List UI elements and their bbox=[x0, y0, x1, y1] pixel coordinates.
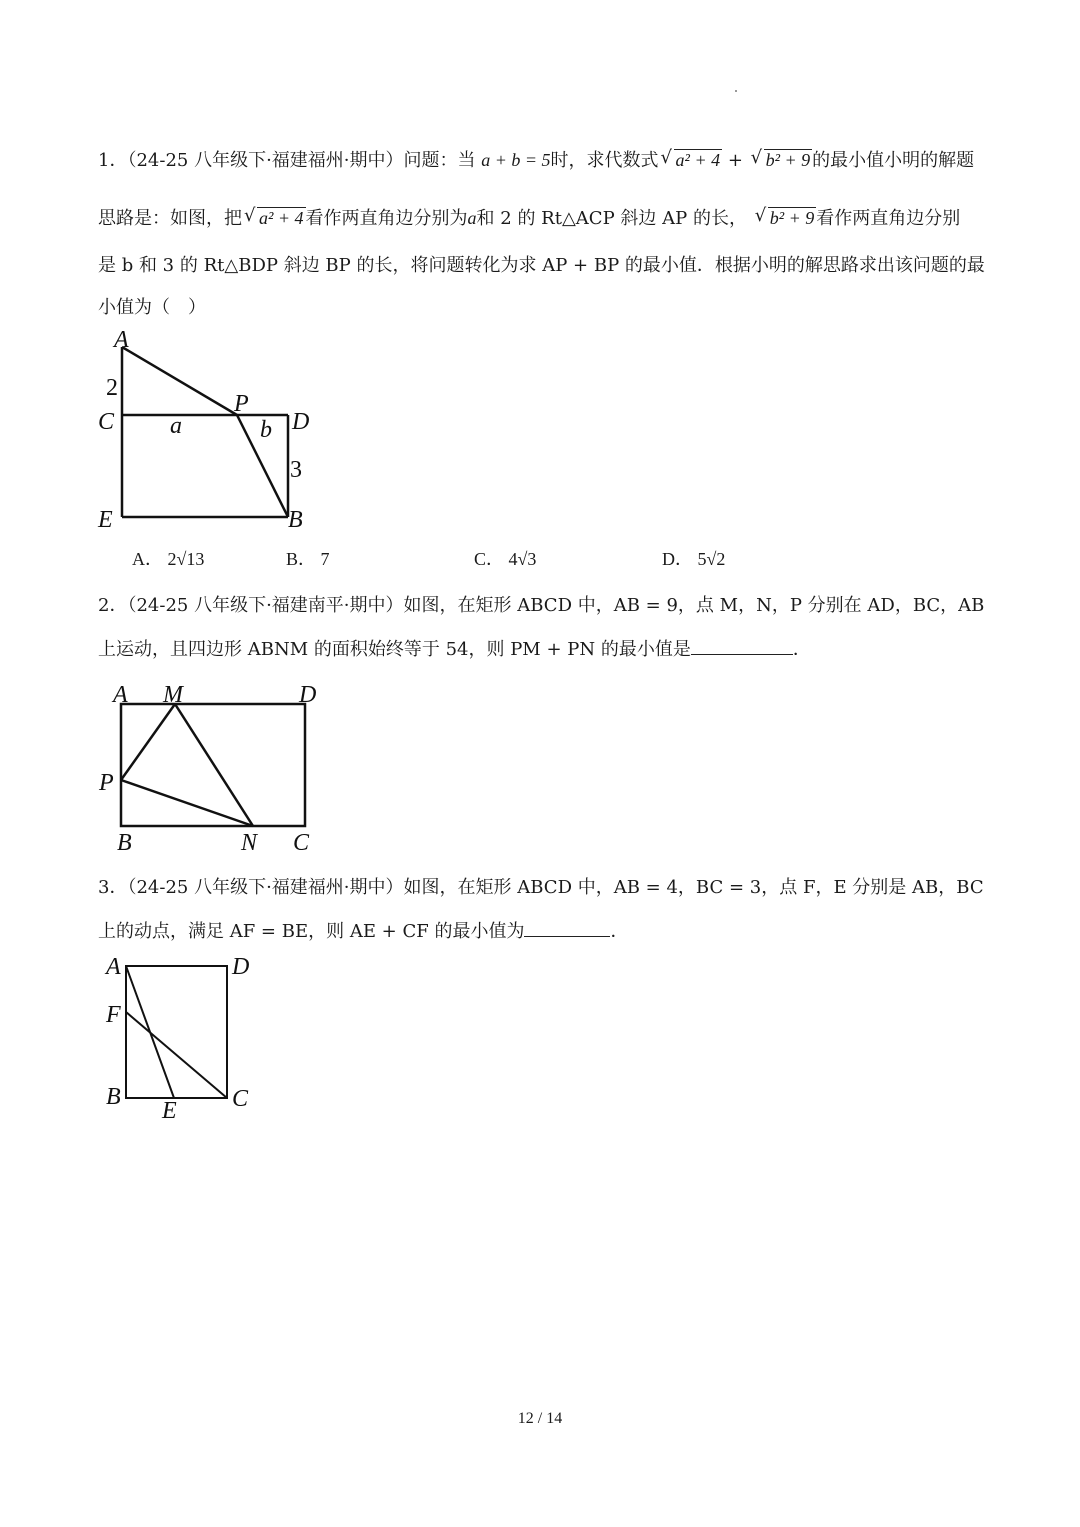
q2-text: 如图，在矩形 ABCD 中，AB = 9，点 M，N，P 分别在 AD，BC，AB bbox=[403, 595, 985, 616]
q1-sqrt-4: √ b² + 9 bbox=[754, 205, 815, 228]
q1-text: 时，求代数式 bbox=[550, 150, 659, 171]
q3-text: 如图，在矩形 ABCD 中，AB = 4，BC = 3，点 F，E 分别是 AB，BC bbox=[403, 877, 984, 898]
label-B: B bbox=[106, 1084, 121, 1110]
label-b: b bbox=[260, 417, 272, 443]
label-E: E bbox=[162, 1098, 177, 1124]
q1-text: 的最小值小明的解题 bbox=[812, 150, 975, 171]
label-C: C bbox=[98, 409, 115, 435]
q1-line-1: 1．（24-25 八年级下·福建福州·期中）问题：当 a + b = 5时，求代数式 √ a² + 4 + √ b² + 9 的最小值小明的解题 bbox=[98, 147, 975, 171]
q1-text: 问题：当 bbox=[403, 150, 476, 171]
q3-number: 3． bbox=[98, 877, 128, 898]
q1-line-2: 思路是：如图，把 √ a² + 4 看作两直角边分别为a和 2 的 Rt△ACP 斜边 AP 的长， √ b² + 9 看作两直角边分别 bbox=[98, 205, 961, 229]
q2-answer-blank[interactable] bbox=[691, 636, 793, 655]
q1-number: 1． bbox=[98, 150, 128, 171]
label-B: B bbox=[117, 830, 132, 856]
q1-line-4: 小值为（ ） bbox=[98, 297, 206, 318]
q3-text: 上的动点，满足 AF = BE，则 AE + CF 的最小值为 bbox=[98, 921, 525, 942]
label-A: A bbox=[113, 682, 128, 708]
scan-speck bbox=[735, 90, 737, 92]
label-D: D bbox=[292, 409, 310, 435]
label-M: M bbox=[163, 682, 183, 708]
label-A: A bbox=[114, 327, 129, 353]
label-F: F bbox=[106, 1002, 121, 1028]
label-2: 2 bbox=[106, 375, 118, 401]
q1-option-b[interactable]: B． 7 bbox=[286, 549, 330, 569]
q1-option-a[interactable]: A． 2√13 bbox=[132, 549, 205, 569]
q3-answer-blank[interactable] bbox=[524, 918, 610, 937]
label-E: E bbox=[98, 507, 113, 533]
label-P: P bbox=[99, 770, 114, 796]
label-B: B bbox=[288, 507, 303, 533]
label-D: D bbox=[299, 682, 317, 708]
q1-text: 和 2 的 Rt△ACP 斜边 AP 的长， bbox=[476, 208, 747, 229]
label-A: A bbox=[106, 954, 121, 980]
q3-line-2: 上的动点，满足 AF = BE，则 AE + CF 的最小值为 ． bbox=[98, 918, 628, 944]
q2-figure bbox=[95, 680, 335, 860]
label-C: C bbox=[232, 1086, 249, 1112]
q1-sqrt-3: √ a² + 4 bbox=[244, 205, 304, 228]
q1-source: （24-25 八年级下·福建福州·期中） bbox=[127, 150, 404, 171]
q2-line-2: 上运动，且四边形 ABNM 的面积始终等于 54，则 PM + PN 的最小值是 ． bbox=[98, 636, 811, 662]
q2-source: （24-25 八年级下·福建南平·期中） bbox=[127, 595, 404, 616]
q1-option-c[interactable]: C． 4√3 bbox=[474, 549, 537, 569]
q3-figure bbox=[100, 952, 270, 1127]
label-N: N bbox=[241, 830, 258, 856]
label-P: P bbox=[234, 391, 249, 417]
page-number: 12 / 14 bbox=[517, 1410, 563, 1427]
label-D: D bbox=[232, 954, 250, 980]
q2-text: 上运动，且四边形 ABNM 的面积始终等于 54，则 PM + PN 的最小值是 bbox=[98, 639, 691, 660]
q1-line-3: 是 b 和 3 的 Rt△BDP 斜边 BP 的长，将问题转化为求 AP + BP 的最小值．根据小明的解思路求出该问题的最 bbox=[98, 255, 985, 276]
q3-source: （24-25 八年级下·福建福州·期中） bbox=[127, 877, 404, 898]
q1-condition: a + b = 5 bbox=[481, 150, 551, 170]
q1-sqrt-2: √ b² + 9 bbox=[750, 147, 811, 170]
q2-line-1 bbox=[98, 594, 984, 618]
q3-line-1 bbox=[98, 876, 984, 900]
q2-number: 2． bbox=[98, 595, 128, 616]
q1-figure bbox=[90, 325, 330, 535]
q1-text: 看作两直角边分别 bbox=[816, 208, 961, 229]
label-3: 3 bbox=[290, 457, 302, 483]
q1-option-d[interactable]: D． 5√2 bbox=[662, 549, 726, 569]
label-C: C bbox=[293, 830, 310, 856]
q1-text: 看作两直角边分别为 bbox=[305, 208, 468, 229]
q1-text: 思路是：如图，把 bbox=[98, 208, 242, 229]
q1-sqrt-1: √ a² + 4 bbox=[660, 147, 721, 170]
label-a: a bbox=[170, 413, 182, 439]
